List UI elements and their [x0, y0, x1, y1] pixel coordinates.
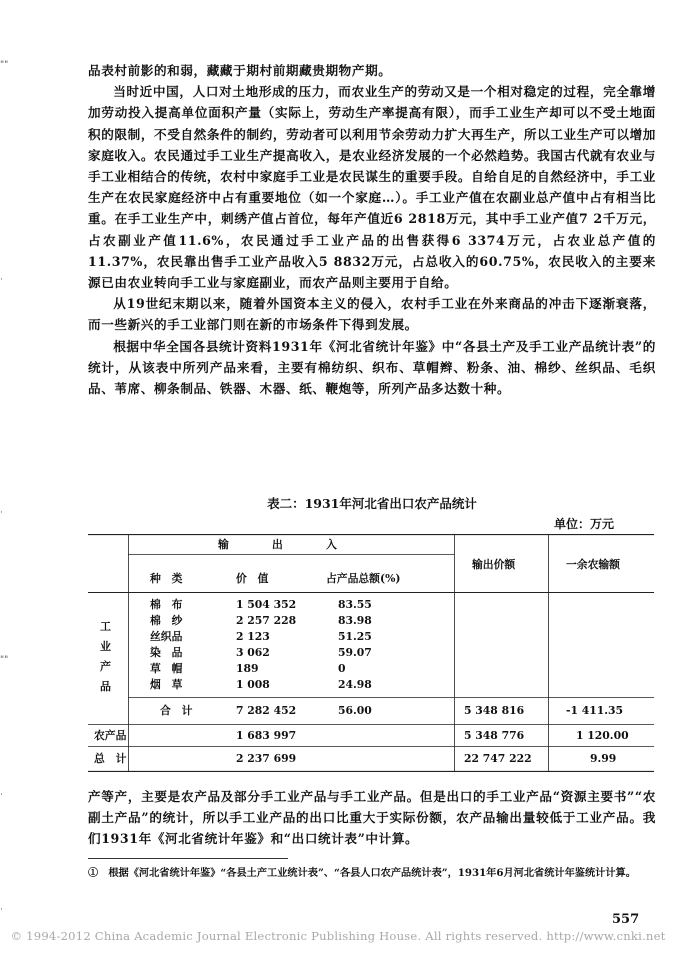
agri-surplus: 1 120.00 — [576, 729, 629, 742]
table-row-value: 1 008 — [236, 678, 270, 691]
total-value: 2 237 699 — [236, 752, 297, 765]
row-group-label: 业 — [100, 640, 111, 653]
column-header-kind: 种 类 — [150, 572, 183, 585]
margin-mark: "" — [0, 60, 9, 70]
statistics-table — [88, 534, 654, 772]
table-caption: 表二：1931年河北省出口农产品统计 — [267, 496, 477, 511]
table-row-value: 1 504 352 — [236, 598, 297, 611]
column-header-surplus: 一余农输额 — [566, 558, 620, 571]
table-row-percent: 83.55 — [338, 598, 372, 611]
table-row-kind: 草 帽 — [150, 662, 183, 675]
paragraph: 品表村前影的和弱，藏藏于期村前期藏贵期物产期。 — [88, 63, 392, 78]
table-row-value: 189 — [236, 662, 259, 675]
margin-mark: · — [0, 905, 3, 915]
page-number: 557 — [612, 912, 640, 927]
row-group-label: 产 — [100, 660, 111, 673]
row-group-label: 工 — [100, 620, 111, 633]
total-export: 22 747 222 — [464, 752, 532, 765]
paragraph: 根据中华全国各县统计资料1931年《河北省统计年鉴》中“各县土产及手工业产品统计表”的统计，从该表中所列产品来看，主要有棉纺织、织布、草帽辫、粉条、油、棉纱、丝织品、毛织品、苇席、柳条制品、铁器、木器、纸、鞭炮等，所列产品多达数十种。 — [88, 338, 656, 397]
total-surplus: 9.99 — [590, 752, 617, 765]
table-row-percent: 51.25 — [338, 630, 372, 643]
copyright-notice: © 1994-2012 China Academic Journal Electronic Publishing House. All rights reserved. http://www.cnki.net — [10, 929, 666, 943]
margin-mark: · — [0, 508, 3, 518]
table-row-kind: 棉 布 — [150, 598, 183, 611]
table-row-percent: 59.07 — [338, 646, 372, 659]
subtotal-percent: 56.00 — [338, 704, 372, 717]
margin-mark: "" — [0, 655, 9, 665]
table-row-value: 2 257 228 — [236, 614, 297, 627]
footnote-rule — [88, 858, 288, 859]
table-row-kind: 染 品 — [150, 646, 183, 659]
row-group-label: 品 — [100, 680, 111, 693]
column-group-header: 输 出 入 — [218, 538, 337, 551]
subtotal-label: 合 计 — [160, 704, 193, 717]
paragraph: 当时近中国，人口对土地形成的压力，而农业生产的劳动又是一个相对稳定的过程，完全靠增加劳动投入提高单位面积产量（实际上，劳动生产率提高有限），而手工业生产却可以不受土地面积的限制，不受自然条件的制约，劳动者可以利用节余劳动力扩大再生产，所以工业生产可以增加家庭收入。农民通过手工业生产提高收入，是农业经济发展的一个必然趋势。我国古代就有农业与手工业相结合的传统，农村中家庭手工业是农民谋生的重要手段。自给自足的自然经济中，手工业生产在农民家庭经济中占有重要地位（如一个家庭…）。手工业产值在农副业总产值中占有相当比重。在手工业生产中，刺绣产值占首位，每年产值近6 2818万元，其中手工业产值7 2千万元，占农副业产值11.6%，农民通过手工业产品的出售获得6 3374万元，占农业总产值的11.37%，农民靠出售手工业产品收入5 8832万元，占总收入的60.75%，农民收入的主要来源已由农业转向手工业与家庭副业，而农产品则主要用于自给。 — [88, 84, 656, 291]
subtotal-surplus: -1 411.35 — [566, 704, 624, 717]
body-text-bottom — [88, 786, 656, 850]
table-row-kind: 棉 纱 — [150, 614, 183, 627]
column-header-percent: 占产品总额(%) — [326, 572, 401, 585]
table-row-percent: 24.98 — [338, 678, 372, 691]
paragraph: 从19世纪末期以来，随着外国资本主义的侵入，农村手工业在外来商品的冲击下逐渐衰落，而一些新兴的手工业部门则在新的市场条件下得到发展。 — [88, 296, 656, 333]
footnote: ① 根据《河北省统计年鉴》“各县土产工业统计表”、“各县人口农产品统计表”，1931年6月河北省统计年鉴统计计算。 — [88, 867, 636, 879]
agri-export: 5 348 776 — [464, 729, 525, 742]
body-text-top — [88, 60, 656, 399]
table-row-percent: 83.98 — [338, 614, 372, 627]
paragraph: 产等产，主要是农产品及部分手工业产品与手工业产品。但是出口的手工业产品“资源主要书”“农副土产品”的统计，所以手工业产品的出口比重大于实际份额，农产品输出量较低于工业产品。我们1931年《河北省统计年鉴》和“出口统计表”中计算。 — [88, 789, 656, 847]
agri-label: 农产品 — [94, 729, 127, 742]
table-row-percent: 0 — [338, 662, 346, 675]
column-header-value: 价 值 — [236, 572, 269, 585]
agri-value: 1 683 997 — [236, 729, 297, 742]
table-row-kind: 烟 草 — [150, 678, 183, 691]
subtotal-value: 7 282 452 — [236, 704, 297, 717]
margin-mark: · — [0, 790, 3, 800]
subtotal-export: 5 348 816 — [464, 704, 525, 717]
column-header-export: 输出价额 — [472, 558, 516, 571]
margin-mark: · — [0, 275, 3, 285]
table-row-value: 2 123 — [236, 630, 270, 643]
table-row-value: 3 062 — [236, 646, 270, 659]
table-row-kind: 丝织品 — [150, 630, 183, 643]
table-unit: 单位：万元 — [553, 517, 614, 531]
total-label: 总 计 — [94, 752, 127, 765]
